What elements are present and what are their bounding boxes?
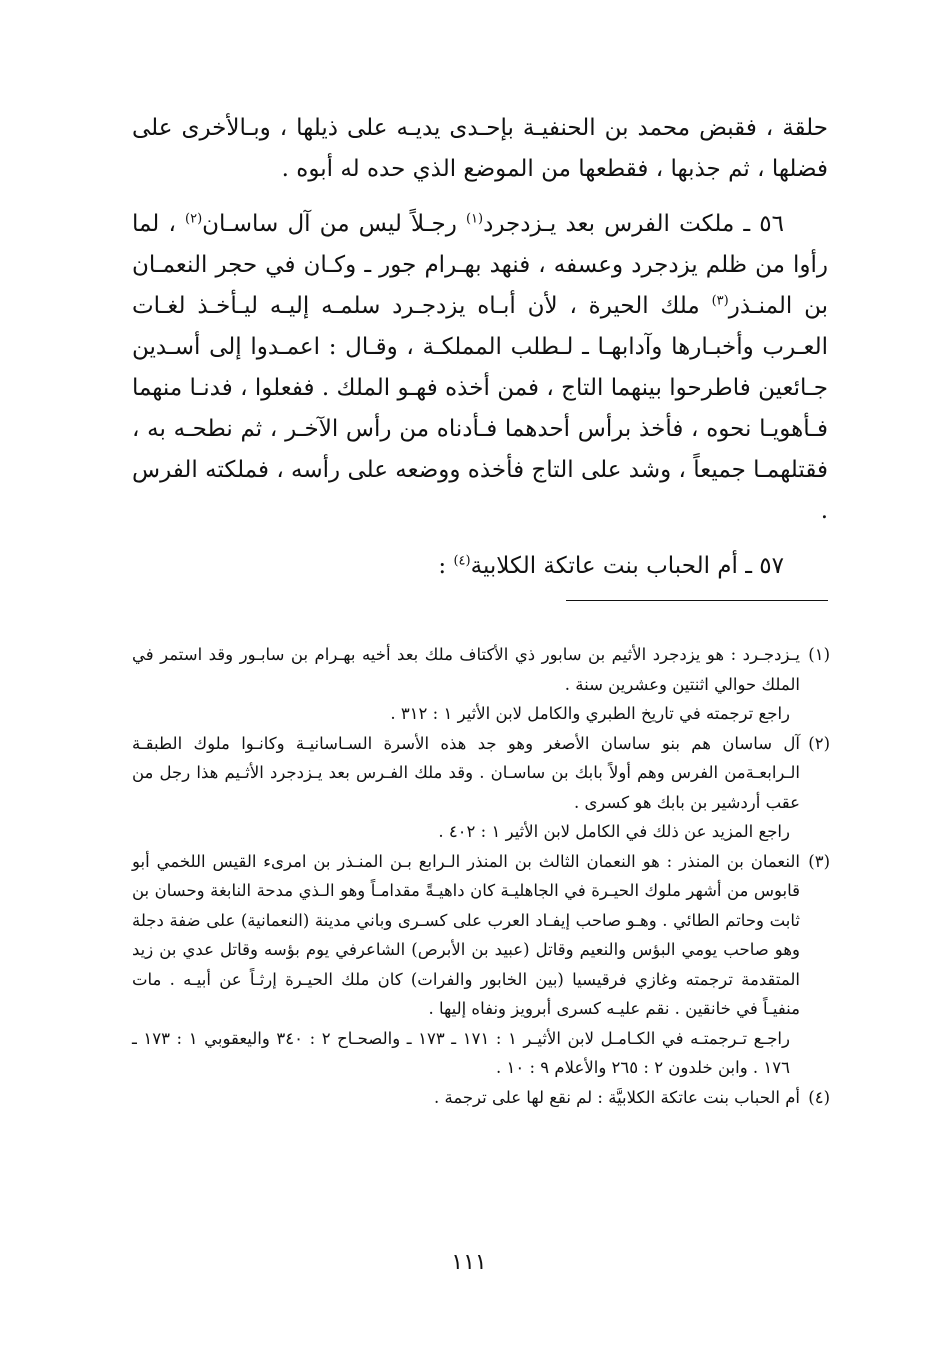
page-number: ١١١ xyxy=(451,1250,487,1275)
footnote-ref-4[interactable]: (٤) xyxy=(453,553,471,569)
footnote-number: (٢) xyxy=(808,733,830,753)
main-text xyxy=(132,108,828,601)
footnote-text: يـزدجـرد : هو يزدجرد الأثيم بن سابور ذي الأكتاف ملك بعد أخيه بهـرام بن سابـور وقد استمر في الملك حوالي اثنتين وعشرين سنة . xyxy=(132,645,800,694)
footnote-reference: راجع ترجمته في تاريخ الطبري والكامل لابن الأثير ١ : ٣١٢ . xyxy=(390,704,790,723)
p57-text-b: : xyxy=(438,553,454,579)
footnote-number: (١) xyxy=(808,645,830,664)
footnote-text: النعمان بن المنذر : هو النعمان الثالث بن المنذر الـرابع بـن المنـذر بن امرىء القيس اللخمي أبو قابوس من أشهر ملوك الحيـرة في الجاهليـة كان داهيـةً مقدامـاً وهو الـذي مدحة النابغة وحسان بن ثابت وحاتم الطائي . وهـو صاحب إيفـاد العرب على كسـرى وباني مدينة (النعمانية) على ضفة دجلة وهو صاحب يومي البؤس والنعيم وقاتل (عبيد بن الأبرص) الشاعرفي يوم بؤسه وقاتل عدي بن زيد المتقدمة ترجمته وغازي فرقيسيا (بين الخابور والفرات) كان ملك الحيـرة إرثـاً عن أبيـه . مات منفيـاً في خانقين . نقم عليـه كسرى أبرويز ونفاه إليها . xyxy=(132,851,800,1018)
footnote-text: آل ساسان هم بنو ساسان الأصغر وهو جد هذه الأسرة السـاسانيـة وكانـوا ملوك الطبقـة الـرابعـةمن الفرس وهم أولاً بابك بن ساسـان . وقد ملك الفـرس بعد يـزدجرد الأثـيم هذا رجل من عقب أردشير بن بابك هو كسرى . xyxy=(132,733,800,812)
footnote-4 xyxy=(132,1083,830,1113)
p56-text-c: ، لما رأوا من ظلم يزدجرد وعسفه ، فنهد بهـرام جور ـ وكـان في حجر النعمـان بن المنـذر xyxy=(132,211,829,319)
footnote-ref-3[interactable]: (٣) xyxy=(711,293,729,309)
paragraph-56 xyxy=(132,204,828,532)
footnote-number: (٣) xyxy=(808,851,830,871)
paragraph-continuation: حلقة ، فقبض محمد بن الحنفيـة بإحـدى يديـه على ذيلها ، وبـالأخرى على فضلها ، ثم جذبها ، فقطعها من الموضع الذي حده له أبوه . xyxy=(132,115,828,182)
p56-text-d: ملك الحيرة ، لأن أبـاه يزدجـرد سلمـه إليـه ليـأخـذ لغـات العـرب وأخبـارها وآدابهـا ـ لـطلب المملكـة ، وقـال : اعمـدوا إلى أسـدين جـائعين فاطرحوا بينهما التاج ، فمن أخذه فهـو الملك . ففعلوا ، فدنـا منهما فـأهويـا نحوه ، فأخذ برأس أحدهما فـأدناه من رأس الآخـر ، ثم نطحـه به ، فقتلهمـا جميعاً ، وشد على التاج فأخذه ووضعه على رأسه ، فملكته الفرس . xyxy=(132,293,828,524)
p56-text-a: ٥٦ ـ ملكت الفرس بعد يـزدجرد xyxy=(483,211,784,237)
p57-text-a: ٥٧ ـ أم الحباب بنت عاتكة الكلابية xyxy=(470,553,784,579)
footnote-3 xyxy=(132,847,830,1083)
footnote-reference: راجع المزيد عن ذلك في الكامل لابن الأثير ١ : ٤٠٢ . xyxy=(438,822,790,841)
footnote-text: أم الحباب بنت عاتكة الكلابيَّة : لم نقع لها على ترجمة . xyxy=(433,1087,800,1107)
footnote-number: (٤) xyxy=(808,1087,830,1107)
paragraph-57 xyxy=(132,546,828,587)
footnote-ref-1[interactable]: (١) xyxy=(465,211,484,227)
p56-text-b: رجـلاً ليس من آل ساسـان xyxy=(202,211,466,237)
footnote-reference: راجـع تـرجمتـه في الكـامـل لابن الأثيـر ١ : ١٧١ ـ ١٧٣ ـ والصحـاح ٢ : ٣٤٠ واليعقوبي ١ : ١٧٣ ـ ١٧٦ . وابن خلدون ٢ : ٢٦٥ والأعلام ٩ : ١٠ . xyxy=(132,1028,790,1077)
footnote-divider xyxy=(566,600,828,601)
footnote-1 xyxy=(132,640,830,729)
footnote-2 xyxy=(132,729,830,847)
footnotes xyxy=(132,640,830,1112)
footnote-ref-2[interactable]: (٢) xyxy=(185,211,203,227)
